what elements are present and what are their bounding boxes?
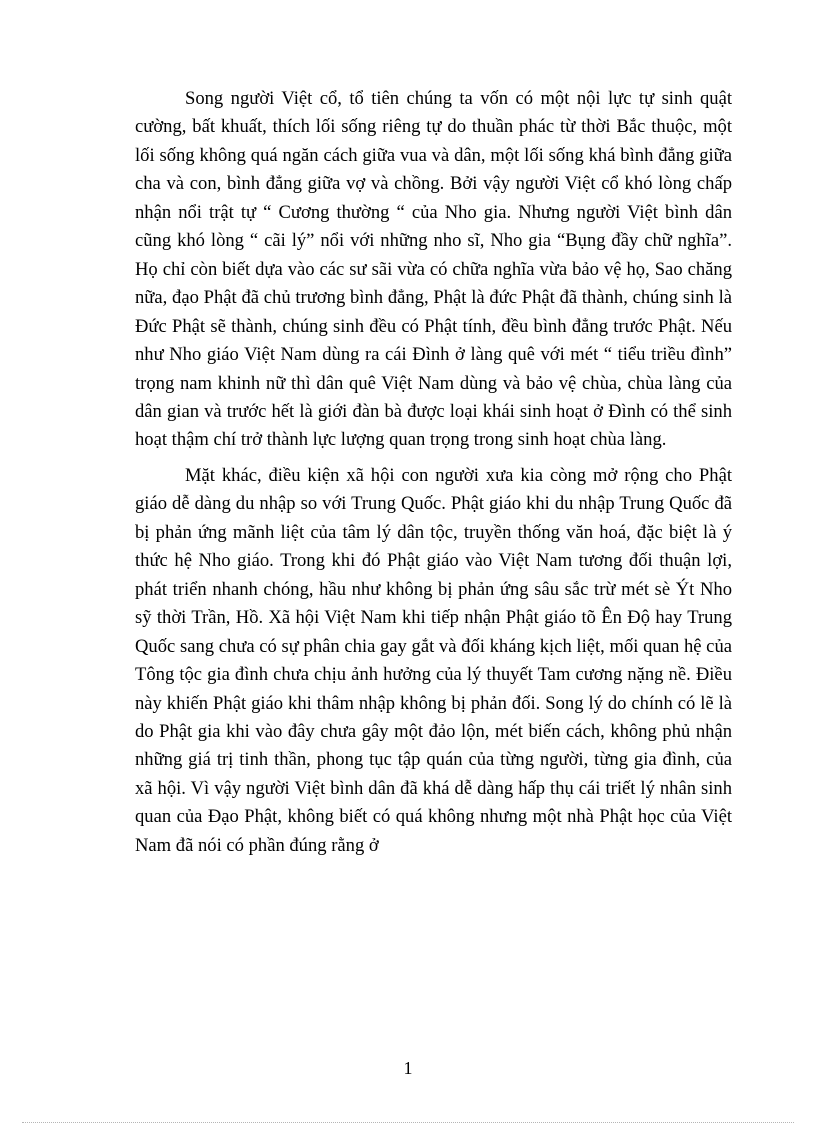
page-number: 1 xyxy=(403,1058,413,1078)
paragraph-2: Mặt khác, điều kiện xã hội con người xưa kia còng mở rộng cho Phật giáo dễ dàng du nhập so với Trung Quốc. Phật giáo khi du nhập Trung Quốc đã bị phản ứng mãnh liệt của tâm lý dân tộc, truyền thống văn hoá, đặc biệt là ý thức hệ Nho giáo. Trong khi đó Phật giáo vào Việt Nam tương đối thuận lợi, phát triển nhanh chóng, hầu như không bị phản ứng sâu sắc trừ mét sè Ýt Nho sỹ thời Trần, Hồ. Xã hội Việt Nam khi tiếp nhận Phật giáo tõ Ên Độ hay Trung Quốc sang chưa có sự phân chia gay gắt và đối kháng kịch liệt, mối quan hệ của Tông tộc gia đình chưa chịu ảnh hưởng của lý thuyết Tam cương nặng nề. Điều này khiến Phật giáo khi thâm nhập không bị phản đối. Song lý do chính có lẽ là do Phật gia khi vào đây chưa gây một đảo lộn, mét biến cách, không phủ nhận những giá trị tinh thần, phong tục tập quán của từng người, từng gia đình, của xã hội. Vì vậy người Việt bình dân đã khá dễ dàng hấp thụ cái triết lý nhân sinh quan của Đạo Phật, không biết có quá không nhưng một nhà Phật học của Việt Nam đã nói có phần đúng rằng ở xyxy=(135,464,732,856)
paragraph-1: Song người Việt cổ, tổ tiên chúng ta vốn có một nội lực tự sinh quật cường, bất khuất, thích lối sống riêng tự do thuần phác từ thời Bắc thuộc, một lối sống không quá ngăn cách giữa vua và dân, một lối sống khá bình đẳng giữa cha và con, bình đẳng giữa vợ và chồng. Bởi vậy người Việt cổ khó lòng chấp nhận nổi trật tự “ Cương thường “ của Nho gia. Nhưng người Việt bình dân cũng khó lòng “ cãi lý” nổi với những nho sĩ, Nho gia “Bụng đầy chữ nghĩa”. Họ chỉ còn biết dựa vào các sư sãi vừa có chữa nghĩa vừa bảo vệ họ, Sao chăng nữa, đạo Phật đã chủ trương bình đẳng, Phật là đức Phật đã thành, chúng sinh là Đức Phật sẽ thành, chúng sinh đều có Phật tính, đều bình đẳng trước Phật. Nếu như Nho giáo Việt Nam dùng ra cái Đình ở làng quê với mét “ tiểu triều đình” trọng nam khinh nữ thì dân quê Việt Nam dùng và bảo vệ chùa, chùa làng của dân gian và trước hết là giới đàn bà được loại khái sinh hoạt ở Đình có thể sinh hoạt thậm chí trở thành lực lượng quan trọng trong sinh hoạt chùa làng. xyxy=(135,88,732,451)
body-text xyxy=(135,85,732,860)
